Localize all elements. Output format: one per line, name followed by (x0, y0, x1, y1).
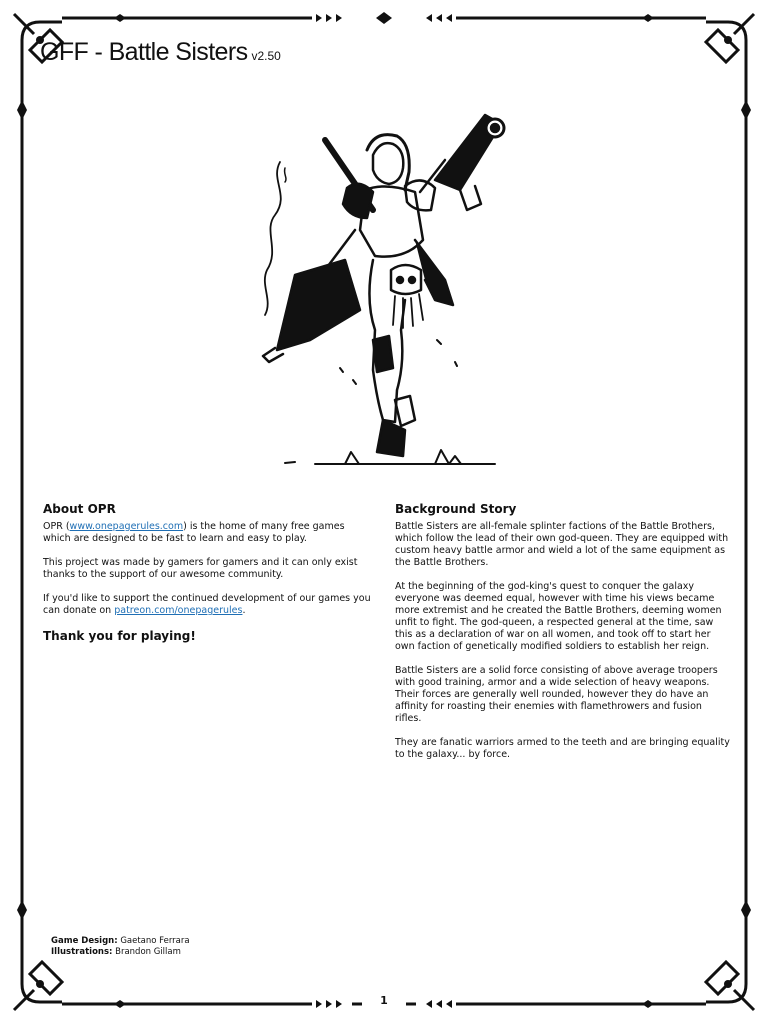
about-paragraph-2: This project was made by gamers for gamers and it can only exist thanks to the support of our awesome community. (43, 557, 358, 580)
about-section (43, 502, 373, 643)
about-paragraph-3 (43, 593, 373, 617)
credit-design-label: Game Design: (51, 936, 118, 946)
thanks-heading: Thank you for playing! (43, 629, 196, 643)
credit-illustrations-label: Illustrations: (51, 947, 113, 957)
about-p3-suffix: . (242, 605, 246, 616)
about-heading: About OPR (43, 502, 116, 516)
background-paragraph-1: Battle Sisters are all-female splinter factions of the Battle Brothers, which follow the lead of their own god-queen. They are equipped with custom heavy battle armor and wield a lot of the same equipment as the Battle Brothers. (395, 521, 729, 568)
background-paragraph-2: At the beginning of the god-king's quest to conquer the galaxy everyone was deemed equal, however with time his views became more extremist and he created the Battle Brothers, deeming women unfit to fight. The god-queen, a respected general at the time, saw this as a declaration of war on all women, and took off to start her own faction of genetically modified soldiers to establish her reign. (395, 581, 722, 652)
about-p1-prefix: OPR ( (43, 521, 70, 532)
opr-website-link[interactable]: www.onepagerules.com (69, 521, 184, 532)
page-title (40, 38, 281, 67)
credit-illustrations-name: Brandon Gillam (115, 947, 181, 957)
background-paragraph-4: They are fanatic warriors armed to the teeth and are bringing equality to the galaxy... by force. (395, 737, 730, 760)
credit-illustrations (51, 947, 190, 958)
patreon-link[interactable]: patreon.com/onepagerules (114, 605, 243, 616)
background-heading: Background Story (395, 502, 517, 516)
page-number: 1 (380, 994, 388, 1007)
credit-design-name: Gaetano Ferrara (120, 936, 190, 946)
background-paragraph-3: Battle Sisters are a solid force consisting of above average troopers with good training, armor and a wide selection of heavy weapons. Their forces are generally well rounded, however they do have an affinity for roasting their enemies with flamethrowers and fusion rifles. (395, 665, 718, 724)
title-text: GFF - Battle Sisters (40, 38, 248, 66)
about-paragraph-1 (43, 521, 373, 545)
credits (51, 936, 190, 958)
top-ornament (312, 12, 456, 24)
about-p1-suffix: ) is the home of many free games which are designed to be fast to learn and easy to play. (43, 521, 345, 544)
version-label: v2.50 (251, 49, 281, 63)
about-p3-prefix: If you'd like to support the continued development of our games you can donate on (43, 593, 371, 616)
battle-sister-illustration (255, 100, 515, 472)
background-section (395, 502, 730, 773)
credit-design (51, 936, 190, 947)
